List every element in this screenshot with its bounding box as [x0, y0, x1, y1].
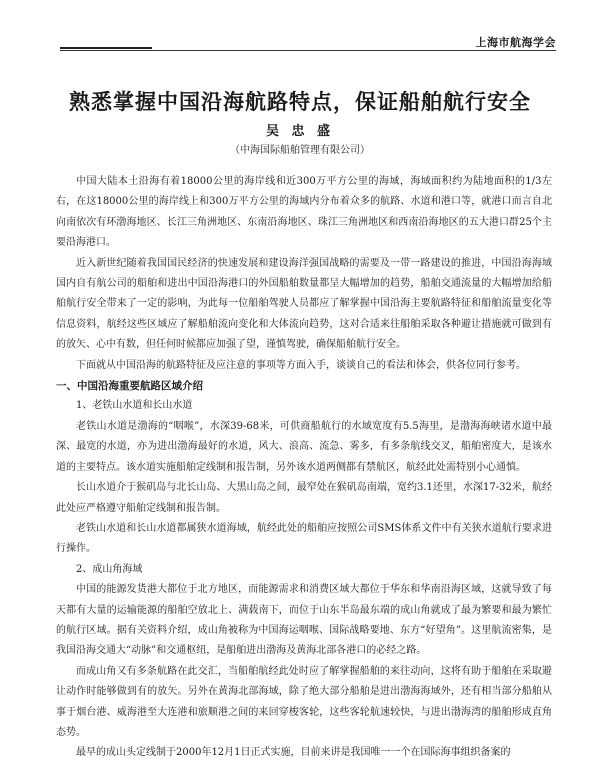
body-paragraph: 老铁山水道和长山水道都属狭水道海域，航经此处的船舶应按照公司SMS体系文件中有关狭水道航行要求进行操作。: [56, 522, 552, 555]
header-rule-thick: [60, 47, 152, 49]
body-paragraph: 中国大陆本土沿海有着18000公里的海岸线和近300万平方公里的海域，海域面积约为陆地面积的1/3左右，在这18000公里的海岸线上和300万平方公里的海域内分布着众多的航路、水道和港口等，就港口而言自北向南依次有环渤海地区、长江三角洲地区、东南沿海地区、珠江三角洲地区和西南沿海地区的五大港口群25个主要沿海港口。: [56, 176, 552, 249]
header-society-name: 上海市航海学会: [475, 36, 556, 49]
subsection-heading: 2、成山角海域: [76, 563, 143, 575]
body-paragraph: 长山水道介于猴矶岛与北长山岛、大黑山岛之间，最窄处在猴矶岛南端，宽约3.1还里，水深17-32米，航经此处应严格遵守船舶定线制和报告制。: [56, 482, 552, 514]
body-paragraph: 老铁山水道是渤海的“咽喉”，水深39-68米，可供商船航行的水域宽度有5.5海里，是渤海海峡诸水道中最深、最宽的水道，亦为进出渤海最好的水道，风大、浪高、流急、雾多，有多条航线交叉，船舶密度大，是该水道的主要特点。该水道实施船舶定线制和报告制，另外该水道两侧都有禁航区，航经此处需特别小心通慎。: [56, 420, 552, 473]
body-paragraph: 最早的成山头定线制于2000年12月1日正式实施，目前来讲是我国唯一一个在国际海事组织备案的: [76, 747, 511, 759]
article-author: 吴 忠 盛: [265, 124, 335, 139]
body-paragraph: 而成山角又有多条航路在此交汇，当船舶航经此处时应了解掌握船舶的来往动向，这将有助于船舶在采取避让动作时能够做到有的放矢。另外在黄海北部海域，除了绝大部分船舶是进出渤海海域外，还有相当部分船舶从事于烟台港、威海港至大连港和旅顺港之间的来回穿梭客轮，这些客轮航速较快，与进出渤海湾的船舶形成直角态势。: [56, 665, 552, 738]
subsection-heading: 1、老铁山水道和长山水道: [76, 400, 193, 412]
article-title: 熟悉掌握中国沿海航路特点，保证船舶航行安全: [69, 90, 531, 114]
body-paragraph: 中国的能源发货港大都位于北方地区，而能源需求和消费区域大都位于华东和华南沿海区域，这就导致了每天都有大量的运输能源的船舶空放北上、满载南下，而位于山东半岛最东端的成山角就成了最为繁要和最为繁忙的航行区域。据有关资料介绍，成山角被称为中国海运咽喉、国际战略要地、东方“好望角”。这里航流密集，是我国沿海交通大“动脉”和交通枢纽，是船舶进出渤海及黄海北部各港口的必经之路。: [56, 584, 552, 657]
section-heading: 一、中国沿海重要航路区域介绍: [56, 380, 203, 393]
header-rule: [60, 50, 556, 51]
article-body: [56, 172, 552, 764]
body-paragraph: 下面就从中国沿海的航路特征及应注意的事项等方面入手，谈谈自己的看法和体会，供各位同行参考。: [76, 359, 526, 371]
article-affiliation: （中海国际船舶管理有限公司）: [230, 145, 370, 156]
body-paragraph: 近入新世纪随着我国国民经济的快速发展和建设海洋强国战略的需要及一带一路建设的推进，中国沿海海域国内自有航公司的船舶和进出中国沿海港口的外国船舶数量都呈大幅增加的趋势，船舶交通流量的大幅增加给船舶航行安全带来了一定的影响，为此每一位船舶驾驶人员都应了解掌握中国沿海主要航路特征和船舶流量变化等信息资料，航经这些区域应了解船舶流向变化和大体流向趋势，这对合适来往船舶采取各种避让措施就可做到有的放矢、心中有数，但任何时候都应加强了望，谨慎驾驶，确保船舶航行安全。: [56, 257, 552, 351]
